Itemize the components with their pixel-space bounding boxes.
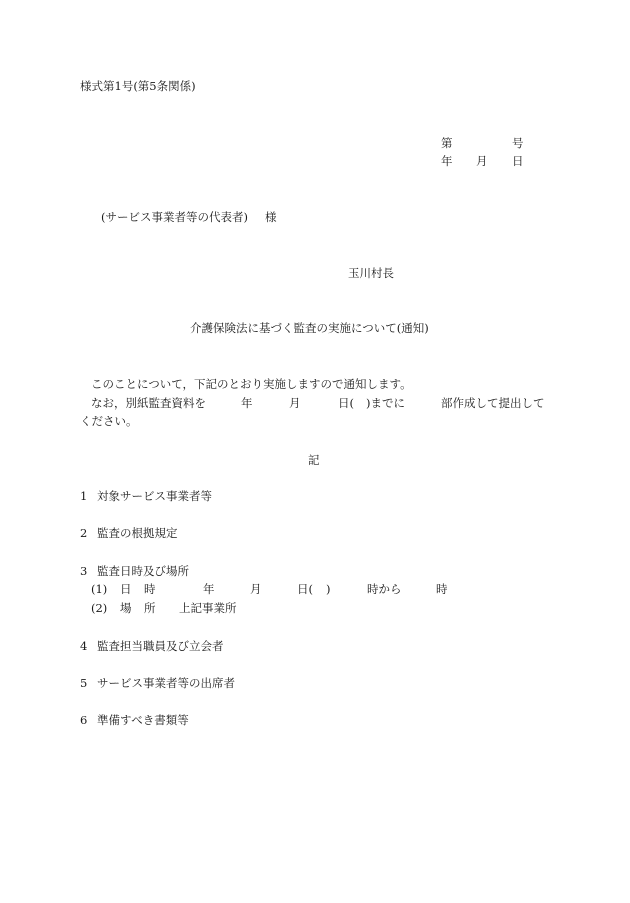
body-line-2-month: 月	[289, 396, 301, 410]
item-2-number: 2	[80, 526, 88, 540]
item-6-number: 6	[80, 713, 88, 727]
subitem-place-label-b: 所	[144, 601, 156, 615]
body-line-1: このことについて，下記のとおり実施しますので通知します。	[91, 377, 412, 391]
doc-date-month: 月	[476, 154, 488, 168]
body-line-2-close: )までに	[366, 396, 405, 410]
item-4-number: 4	[80, 639, 88, 653]
doc-number-prefix: 第	[441, 136, 453, 150]
body-line-2-tail: 部作成して提出して	[441, 396, 545, 410]
item-4-label: 監査担当職員及び立会者	[97, 639, 224, 653]
sender: 玉川村長	[348, 266, 394, 280]
subitem-place-value: 上記事業所	[179, 601, 237, 615]
item-5-number: 5	[80, 676, 88, 690]
item-6-label: 準備すべき書類等	[97, 713, 189, 727]
doc-date-year: 年	[441, 154, 453, 168]
item-2-label: 監査の根拠規定	[97, 526, 178, 540]
doc-number-suffix: 号	[512, 136, 524, 150]
form-label: 様式第1号(第5条関係)	[80, 79, 196, 93]
subitem-place-label-a: 場	[120, 601, 132, 615]
item-5-label: サービス事業者等の出席者	[97, 676, 235, 690]
subitem-datetime-from: 時から	[367, 582, 402, 596]
body-line-3: ください。	[80, 414, 138, 428]
body-line-2-day: 日(	[338, 396, 354, 410]
item-1-label: 対象サービス事業者等	[97, 489, 212, 503]
subitem-place-number: (2)	[91, 601, 108, 615]
subitem-datetime-label-b: 時	[144, 582, 156, 596]
doc-date-day: 日	[512, 154, 524, 168]
addressee-name: (サービス事業者等の代表者)	[101, 210, 248, 224]
subitem-datetime-month: 月	[250, 582, 262, 596]
item-3-label: 監査日時及び場所	[97, 564, 189, 578]
subitem-datetime-close: )	[326, 582, 331, 596]
item-1-number: 1	[80, 489, 88, 503]
subitem-datetime-number: (1)	[91, 582, 108, 596]
note-heading: 記	[308, 453, 320, 467]
subitem-datetime-year: 年	[203, 582, 215, 596]
item-3-number: 3	[80, 564, 88, 578]
body-line-2-year: 年	[241, 396, 253, 410]
subitem-datetime-day: 日(	[297, 582, 313, 596]
body-line-2-part-1: なお，別紙監査資料を	[91, 396, 206, 410]
subitem-datetime-to: 時	[436, 582, 448, 596]
addressee-honorific: 様	[265, 210, 277, 224]
document-title: 介護保険法に基づく監査の実施について(通知)	[190, 321, 429, 335]
subitem-datetime-label-a: 日	[120, 582, 132, 596]
